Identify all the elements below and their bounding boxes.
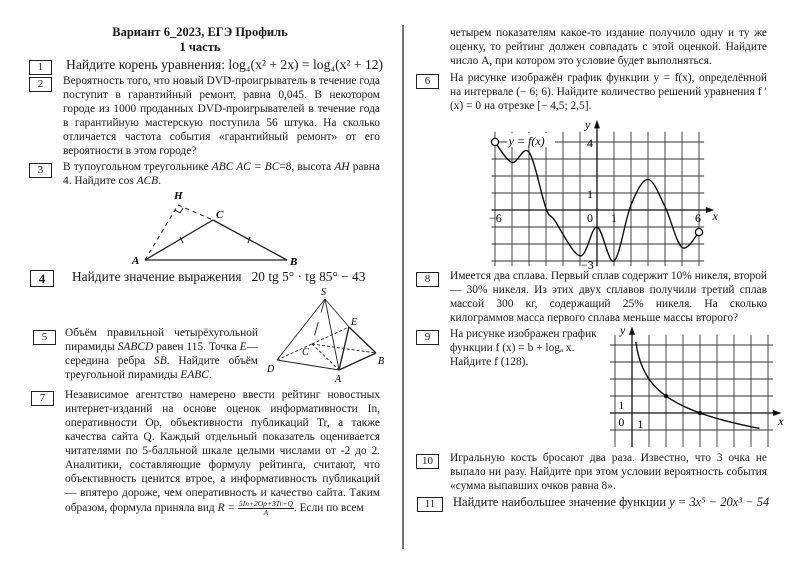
problem-7-text bbox=[65, 388, 380, 517]
text-part: . bbox=[208, 369, 212, 381]
y-axis-arrow bbox=[594, 120, 600, 128]
problem-7-text-after: . Если по всем bbox=[293, 502, 364, 515]
text-part: равен 115. Точка bbox=[153, 341, 240, 353]
text-part: . bbox=[158, 175, 161, 187]
function-curve bbox=[636, 342, 760, 429]
edge-cb bbox=[312, 344, 376, 353]
label-d: D bbox=[267, 364, 275, 375]
text-part: EABC bbox=[180, 369, 209, 381]
problem-9-line2: функции f (x) = b + logₐ x. bbox=[450, 342, 575, 354]
problem-6-text: На рисунке изображён график функции y = f(x), определённой на интервале (− 6; 6). Найдите количество решений уравнения f ′(x) = 0 на отрезке [− 4,5; 2,5]. bbox=[450, 72, 767, 112]
side-ac bbox=[145, 220, 213, 260]
problem-number-9: 9 bbox=[416, 330, 439, 345]
label-a: A bbox=[335, 374, 342, 385]
formula-denominator: A bbox=[263, 508, 269, 517]
page-subtitle: 1 часть bbox=[179, 40, 221, 54]
x-axis-label: x bbox=[778, 414, 784, 428]
marked-point bbox=[664, 394, 668, 398]
edge-sc bbox=[312, 299, 325, 344]
text-part: SABCD bbox=[117, 341, 154, 353]
triangle-figure bbox=[120, 185, 310, 270]
problem-8-text: Имеется два сплава. Первый сплав содержит 10% никеля, второй — 30% никеля. Из этих двух сплавов получили третий сплав массой 300 кг, содержащий 25% никеля. На сколько килограммов масса первого сплава меньше массы второго? bbox=[450, 270, 767, 324]
tick-label-zero: 0 bbox=[618, 415, 625, 429]
function-graph-9 bbox=[600, 327, 790, 449]
problem-10-text: Игральную кость бросают два раза. Известно, что 3 очка не выпало ни разу. Найдите при этом условии вероятность события «сумма выпавших очков равна 8». bbox=[450, 452, 767, 492]
text-part: ACB bbox=[136, 175, 159, 187]
side-cb bbox=[213, 220, 287, 260]
text-part: AH bbox=[334, 161, 350, 173]
label-b: B bbox=[378, 356, 385, 367]
problem-7-continuation: четырем показателям какое-то издание получило одну и ту же оценку, то рейтинг должен совпадать с этой оценкой. Найдите число A, при котором это условие будет выполняться. bbox=[450, 27, 767, 67]
open-endpoint-right bbox=[695, 229, 702, 236]
edge-sd bbox=[277, 299, 325, 360]
tick-label-x-neg: −6 bbox=[489, 211, 502, 225]
problem-number-4: 4 bbox=[30, 270, 54, 287]
text-part: E bbox=[239, 341, 247, 353]
formula-numerator: 5In+2Op+3Tr+Q bbox=[238, 499, 293, 508]
label-h: H bbox=[174, 190, 183, 202]
problem-9-line1: На рисунке изображен график bbox=[450, 328, 597, 340]
problem-11-label: Найдите наибольшее значение функции bbox=[453, 495, 667, 509]
tick-label-x-zero: 0 bbox=[587, 211, 593, 225]
label-c: C bbox=[302, 347, 309, 358]
extension-hc bbox=[178, 205, 213, 220]
problem-11-expression: y = 3x⁵ − 20x³ − 54 bbox=[669, 495, 770, 509]
formula-lhs: R = bbox=[217, 502, 236, 515]
text-part: Объём правильной четырёхугольной пирамиды bbox=[65, 327, 258, 353]
problem-9-line3: Найдите f (128). bbox=[450, 356, 529, 368]
tick-label-x-one: 1 bbox=[611, 211, 617, 225]
altitude-ah bbox=[145, 205, 178, 260]
edge-se bbox=[325, 299, 349, 327]
label-a: A bbox=[132, 255, 140, 267]
tick-label-y-top: 4 bbox=[587, 136, 593, 150]
problem-number-6: 6 bbox=[416, 74, 439, 89]
tick-label-y-one: 1 bbox=[618, 398, 625, 412]
problem-7-body: Независимое агентство намерено ввести рейтинг новостных интернет-изданий на основе оценок информативности In, оперативности Op, объективности публикаций Tr, а также качества сайта Q. Каждый отдельный показатель оценивается читателями по 5-балльной шкале целыми числами от -2 до 2. Аналитики, составляющие формулу рейтинга, считают, что объективность ценится втрое, а информативность публикаций — впятеро дороже, чем оперативность и качество сайта. Таким образом, формула приняла вид bbox=[65, 389, 380, 515]
text-part: В тупоугольном треугольнике bbox=[63, 161, 212, 173]
problem-3-text bbox=[63, 160, 380, 188]
edge-da bbox=[277, 360, 339, 370]
text-part: — середина ребра bbox=[65, 341, 259, 367]
function-graph-6 bbox=[470, 114, 730, 270]
label-b: B bbox=[290, 256, 298, 268]
y-axis-label: y bbox=[620, 327, 626, 337]
problem-4-label: Найдите значение выражения bbox=[72, 269, 242, 284]
label-s: S bbox=[321, 287, 326, 298]
problem-2-text: Вероятность того, что новый DVD-проигрыватель в течение года поступит в гарантийный ремонт, равна 0,045. В некотором городе из 1000 проданных DVD-проигрывателей в течение года в гарантийную мастерскую поступила 56 штука. На сколько отличается частота события «гарантийный ремонт» от его вероятности в этом городе? bbox=[63, 75, 380, 157]
problem-4-text bbox=[72, 269, 402, 285]
problem-number-3: 3 bbox=[29, 163, 52, 178]
edge-ab bbox=[339, 353, 376, 370]
text-part: ABC AC = BC bbox=[211, 161, 280, 173]
problem-9-text bbox=[450, 327, 600, 369]
open-endpoint-left bbox=[491, 138, 498, 145]
tick-label-y-one: 1 bbox=[587, 187, 593, 201]
marked-point bbox=[698, 411, 702, 415]
page-title: Вариант 6_2023, ЕГЭ Профиль bbox=[112, 25, 288, 39]
problem-number-7: 7 bbox=[31, 391, 54, 406]
y-axis-label: y bbox=[585, 117, 591, 132]
problem-number-11: 11 bbox=[417, 497, 443, 512]
edge-eb bbox=[349, 327, 376, 353]
curve-label: y = f(x) bbox=[508, 134, 545, 148]
pyramid-figure bbox=[265, 284, 395, 386]
problem-1-text: Найдите корень уравнения: log₄(x² + 2x) = log₄(x² + 12) bbox=[66, 57, 384, 72]
label-e: E bbox=[351, 317, 358, 328]
problem-5-text bbox=[65, 326, 258, 382]
x-axis-label: x bbox=[712, 209, 718, 223]
label-c: C bbox=[216, 209, 224, 221]
tick-label-x-one: 1 bbox=[637, 417, 644, 431]
problem-number-2: 2 bbox=[29, 77, 52, 92]
column-divider bbox=[402, 25, 404, 549]
problem-number-1: 1 bbox=[29, 60, 52, 75]
formula-fraction bbox=[238, 500, 294, 517]
tick-label-y-bottom: −3 bbox=[581, 258, 594, 270]
text-part: равна 4. Найдите cos bbox=[63, 161, 380, 187]
y-axis-arrow bbox=[629, 327, 635, 335]
tick-label-x-pos: 6 bbox=[695, 211, 701, 225]
problem-number-10: 10 bbox=[416, 454, 439, 469]
problem-11-text bbox=[453, 495, 783, 509]
problem-4-expression: 20 tg 5° · tg 85° − 43 bbox=[251, 269, 366, 284]
problem-number-8: 8 bbox=[416, 272, 439, 287]
text-part: . Найдите объём треугольной пирамиды bbox=[65, 355, 258, 381]
text-part: SB bbox=[154, 355, 167, 367]
problem-number-5: 5 bbox=[33, 330, 56, 345]
text-part: =8, высота bbox=[279, 161, 335, 173]
edge-ce bbox=[312, 327, 349, 344]
